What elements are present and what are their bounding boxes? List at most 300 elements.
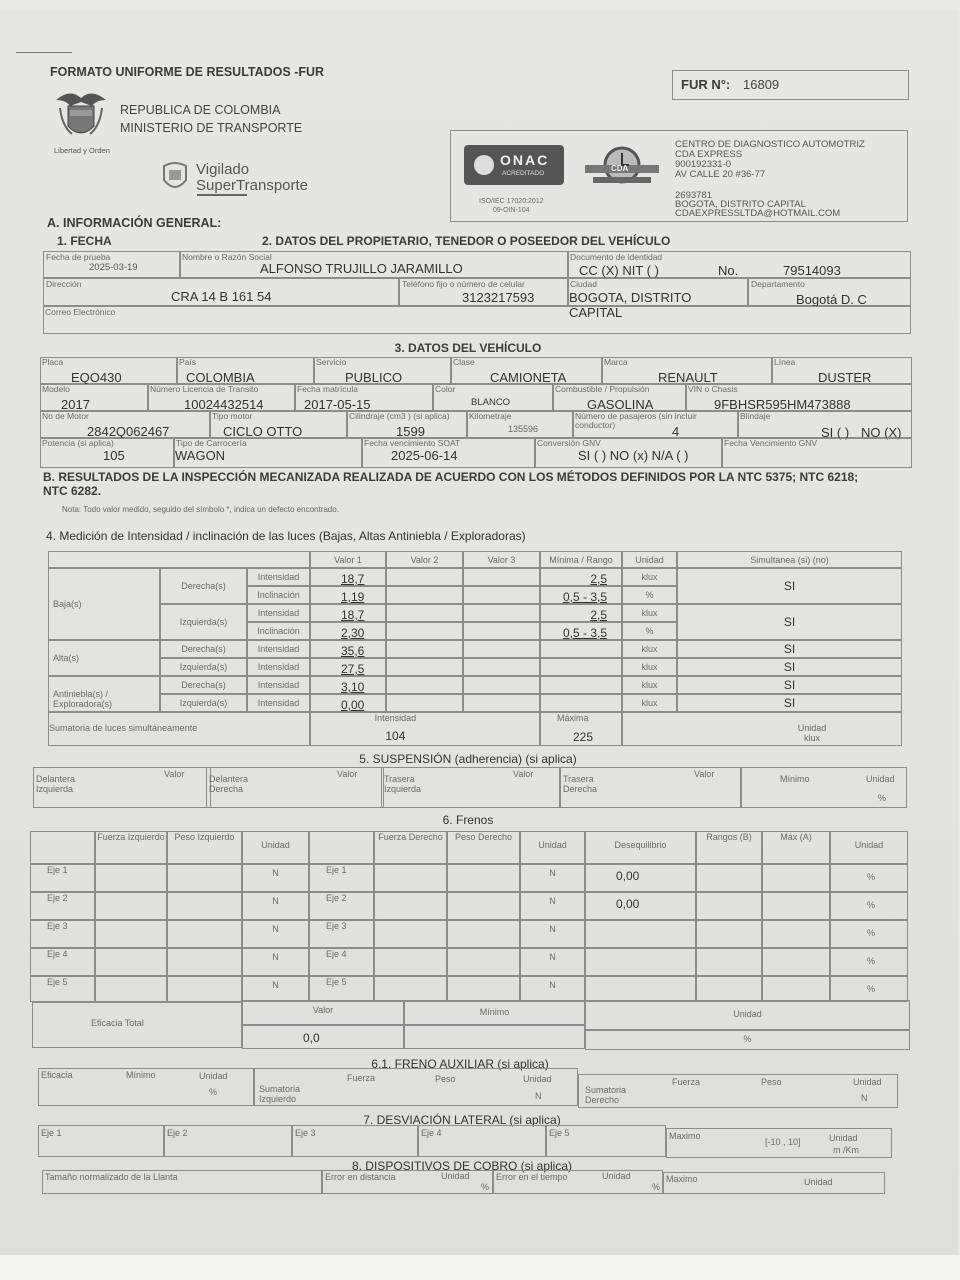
eficacia-min-cell (404, 1025, 585, 1049)
brakes-header-cell (30, 831, 95, 864)
vehicle-field-blindaje (738, 411, 912, 438)
cda-email: CDAEXPRESSLTDA@HOTMAIL.COM (675, 208, 841, 219)
lights-min-cell (540, 676, 622, 694)
vehicle-label-gnv: Conversión GNV (537, 438, 601, 448)
lights-group-cell (48, 676, 160, 712)
brakes-header-cell (447, 831, 520, 864)
lights-min-value: 2,5 (590, 608, 607, 622)
lights-min-cell (540, 604, 622, 622)
telefono-label: Teléfono fijo o número de celular (402, 279, 525, 289)
brakes-header-label: Unidad (854, 840, 884, 850)
brakes-unit: N (549, 868, 556, 878)
vehicle-label-licencia: Número Licencia de Transito (150, 384, 259, 394)
meter-llanta-label: Tamaño normalizado de la Llanta (45, 1172, 178, 1182)
lights-value1: 18,7 (341, 608, 365, 622)
onac-name: ONAC (500, 152, 550, 168)
lights-value1-cell (310, 604, 386, 622)
eficacia-valor-label: Valor (312, 1005, 334, 1015)
brakes-title: 6. Frenos (442, 813, 494, 827)
brakes-cell (30, 892, 95, 920)
onac-logo (464, 145, 564, 185)
eficacia-valor-label-cell (242, 1000, 404, 1025)
brakes-header-label: Peso Izquierdo (174, 832, 235, 842)
brakes-header-label: Fuerza Derecho (378, 832, 443, 842)
aux-eficacia-label: Eficacia (41, 1070, 73, 1080)
brakes-eje-label: Eje 4 (326, 949, 347, 959)
meter-err-time-label: Error en el tiempo (496, 1172, 568, 1182)
fecha-title: 1. FECHA (57, 234, 112, 248)
ciudad-value: BOGOTA, DISTRITO CAPITAL (569, 290, 692, 320)
lights-value2-cell (386, 676, 463, 694)
lights-header-cell (540, 551, 622, 568)
brakes-cell (30, 920, 95, 948)
vehicle-label-color: Color (435, 384, 456, 394)
cda-info-box (450, 130, 908, 222)
suspension-min-label: Mínimo (780, 774, 810, 784)
brakes-unit: N (272, 952, 279, 962)
lights-min-cell (540, 622, 622, 640)
meter-max-cell (663, 1172, 885, 1194)
lights-sum-unit-value: klux (803, 733, 820, 743)
meter-err-time-unit-label: Unidad (602, 1171, 631, 1181)
vehicle-label-potencia: Potencia (si aplica) (42, 438, 114, 448)
lights-value2-cell (386, 640, 463, 658)
suspension-label: Delantera Derecha (209, 774, 249, 794)
form-title: FORMATO UNIFORME DE RESULTADOS -FUR (50, 65, 325, 79)
lights-value3-cell (463, 676, 540, 694)
vehicle-value-clase: CAMIONETA (490, 370, 567, 385)
lights-unit-cell (622, 622, 677, 640)
suspension-label: Delantera Izquierda (36, 774, 76, 794)
vehicle-label-modelo: Modelo (42, 384, 70, 394)
republic-label: REPUBLICA DE COLOMBIA (120, 103, 281, 117)
vehicle-field-gnv (535, 438, 722, 468)
aux-n-izq: N (535, 1091, 542, 1101)
suspension-min-cell (741, 767, 907, 808)
vehicle-value-gnv: SI ( ) NO (x) N/A ( ) (578, 448, 689, 463)
lights-unit: klux (641, 572, 658, 582)
brakes-desequilibrio: 0,00 (616, 869, 640, 883)
eficacia-unit: % (743, 1034, 752, 1044)
vehicle-value-servicio: PUBLICO (345, 370, 403, 385)
lights-value3-cell (463, 694, 540, 712)
suspension-unit: % (878, 793, 887, 803)
blindaje-si: SI ( ) (821, 425, 850, 440)
brakes-cell (374, 864, 447, 892)
documento-label: Documento de identidad (570, 252, 663, 262)
lights-type-label: Intensidad (257, 680, 300, 690)
vehicle-label-servicio: Servicio (316, 357, 347, 367)
aux-der-cell (578, 1074, 898, 1108)
brakes-header-label: Peso Derecho (454, 832, 513, 842)
lights-simultanea-value: SI (783, 660, 796, 674)
deviation-eje-label: Eje 5 (549, 1128, 570, 1138)
deviation-eje-cell (38, 1125, 164, 1157)
brakes-cell (830, 920, 908, 948)
suspension-unit-label: Unidad (866, 774, 895, 784)
lights-unit: klux (641, 608, 658, 618)
documento-type: CC (X) NIT ( ) (579, 263, 659, 278)
lights-side-label: Izquierda(s) (179, 617, 228, 627)
vehicle-label-placa: Placa (42, 357, 64, 367)
vehicle-label-soat: Fecha vencimiento SOAT (364, 438, 461, 448)
brakes-cell (309, 920, 374, 948)
vehicle-field-cilindraje (347, 411, 467, 438)
colombia-coat-of-arms-icon (52, 86, 110, 144)
brakes-unit: N (272, 868, 279, 878)
brakes-cell (696, 976, 762, 1002)
vehicle-field-marca (602, 357, 772, 384)
lights-sum-unit-label: Unidad (797, 723, 827, 733)
aux-fuerza-der: Fuerza (672, 1077, 701, 1087)
suspension-cell (33, 767, 211, 808)
section-b-note: Nota: Todo valor medido, seguido del símbolo *, indica un defecto encontrado. (62, 505, 339, 514)
lights-side-cell (160, 694, 247, 712)
lights-unit: klux (641, 680, 658, 690)
cda-logo (579, 145, 665, 185)
lights-sum-int-cell (310, 712, 540, 746)
lights-min-cell (540, 694, 622, 712)
lights-unit-cell (622, 658, 677, 676)
lights-header-label: Valor 3 (487, 555, 516, 565)
vehicle-value-pasajeros: 4 (672, 424, 680, 439)
vehicle-field-pais (177, 357, 314, 384)
lights-unit-cell (622, 604, 677, 622)
fecha-prueba-label: Fecha de prueba (46, 252, 111, 262)
vehicle-value-modelo: 2017 (61, 397, 90, 412)
lights-side-label: Derecha(s) (181, 644, 226, 654)
aux-sum-der: Sumatoria Derecho (585, 1085, 627, 1105)
deviation-eje-label: Eje 1 (41, 1128, 62, 1138)
brakes-cell (374, 892, 447, 920)
aux-peso-der: Peso (761, 1077, 782, 1087)
brakes-header-cell (830, 831, 908, 864)
brakes-header-label: Desequilibrio (614, 840, 667, 850)
brakes-eje-label: Eje 2 (326, 893, 347, 903)
fur-number-box (672, 70, 909, 100)
meter-err-dist-pct: % (481, 1182, 490, 1192)
vehicle-title: 3. DATOS DEL VEHÍCULO (394, 341, 542, 355)
lights-header-label: Simultanea (si) (no) (750, 555, 829, 565)
lights-side-label: Derecha(s) (181, 680, 226, 690)
brakes-pct: % (867, 872, 876, 882)
section-a-title: A. INFORMACIÓN GENERAL: (47, 216, 222, 230)
lights-type-cell (247, 676, 310, 694)
lights-value1-cell (310, 676, 386, 694)
brakes-header-label: Rangos (B) (706, 832, 752, 842)
brakes-cell (95, 864, 167, 892)
fecha-prueba-cell (43, 251, 180, 278)
deviation-max-label: Maximo (669, 1131, 701, 1141)
brakes-cell (696, 892, 762, 920)
eficacia-min-label: Mínimo (479, 1007, 510, 1017)
brakes-cell (585, 976, 696, 1002)
lights-value1-cell (310, 658, 386, 676)
section-b-title: B. RESULTADOS DE LA INSPECCIÓN MECANIZADA REALIZADA DE ACUERDO CON LOS MÉTODOS DEFINIDOS POR LA NTC 5375; NTC 6218; NTC 6282. (43, 470, 859, 498)
lights-type-cell (247, 568, 310, 586)
vehicle-field-modelo (40, 384, 148, 411)
brakes-cell (585, 948, 696, 976)
fur-label: FUR N°: (681, 77, 731, 92)
brakes-pct: % (867, 900, 876, 910)
vehicle-label-cilindraje: Cilindraje (cm3 ) (si aplica) (349, 411, 450, 421)
lights-type-label: Intensidad (257, 662, 300, 672)
lights-value1: 3,10 (341, 680, 365, 694)
lights-unit-cell (622, 676, 677, 694)
lights-min-value: 2,5 (590, 572, 607, 586)
aux-sum-izq: Sumatoria Izquierdo (259, 1084, 301, 1104)
deviation-eje-cell (418, 1125, 546, 1157)
brakes-header-cell (167, 831, 242, 864)
lights-header-blank (48, 551, 310, 568)
nombre-value: ALFONSO TRUJILLO JARAMILLO (260, 261, 463, 276)
cda-city: BOGOTA, DISTRITO CAPITAL (675, 199, 806, 210)
vehicle-field-clase (451, 357, 602, 384)
brakes-cell (242, 920, 309, 948)
brakes-cell (30, 864, 95, 892)
cda-line-4: AV CALLE 20 #36-77 (675, 169, 766, 180)
brakes-cell (30, 948, 95, 976)
nombre-label: Nombre o Razón Social (182, 252, 272, 262)
lights-side-label: Derecha(s) (181, 581, 226, 591)
suspension-valor-label: Valor (513, 769, 534, 779)
lights-group-label: Baja(s) (53, 599, 82, 609)
vehicle-label-motor: No de Motor (42, 411, 89, 421)
deviation-title: 7. DESVIACIÓN LATERAL (si aplica) (363, 1113, 561, 1127)
lights-sum-max-value: 225 (573, 730, 594, 744)
lights-simultanea-value: SI (783, 615, 796, 629)
lights-simultanea-cell (677, 604, 902, 640)
lights-sum-label-cell (48, 712, 310, 746)
brakes-pct: % (867, 984, 876, 994)
direccion-value: CRA 14 B 161 54 (171, 289, 272, 304)
lights-type-label: Inclinación (257, 590, 300, 600)
aux-eficacia-cell (38, 1068, 254, 1106)
vehicle-label-pasajeros: Número de pasajeros (sin incluir conductor) (575, 411, 697, 430)
suspension-title: 5. SUSPENSIÓN (adherencia) (si aplica) (359, 752, 577, 766)
vehicle-field-potencia (40, 438, 174, 468)
vehicle-value-linea: DUSTER (818, 370, 872, 385)
top-line (16, 52, 72, 53)
brakes-header-cell (242, 831, 309, 864)
brakes-cell (696, 920, 762, 948)
lights-value2-cell (386, 658, 463, 676)
brakes-cell (447, 976, 520, 1002)
suspension-cell (206, 767, 384, 808)
brakes-unit: N (549, 924, 556, 934)
brakes-header-cell (95, 831, 167, 864)
lights-value1-cell (310, 694, 386, 712)
departamento-label: Departamento (751, 279, 805, 289)
brakes-cell (167, 864, 242, 892)
lights-value3-cell (463, 622, 540, 640)
vehicle-field-servicio (314, 357, 451, 384)
lights-sum-unit-cell (622, 712, 902, 746)
lights-value1: 35,6 (341, 644, 365, 658)
aux-minimo-label: Mínimo (126, 1070, 156, 1080)
aux-fuerza-izq: Fuerza (347, 1073, 376, 1083)
lights-side-label: Izquierda(s) (179, 698, 228, 708)
lights-header-label: Valor 2 (410, 555, 439, 565)
owner-title: 2. DATOS DEL PROPIETARIO, TENEDOR O POSEEDOR DEL VEHÍCULO (262, 234, 671, 248)
lights-simultanea-value: SI (783, 678, 796, 692)
ciudad-cell (568, 278, 748, 320)
lights-unit-cell (622, 568, 677, 586)
vehicle-value-potencia: 105 (103, 448, 125, 463)
brakes-header-label: Unidad (538, 840, 567, 850)
meter-err-time-cell (493, 1170, 663, 1194)
brakes-eje-label: Eje 5 (47, 977, 68, 987)
vehicle-value-carroceria: WAGON (175, 448, 226, 463)
lights-min-cell (540, 640, 622, 658)
documento-no-value: 79514093 (783, 263, 841, 278)
vehicle-label-pais: País (179, 357, 197, 367)
lights-header-cell (622, 551, 677, 568)
lights-type-cell (247, 640, 310, 658)
lights-unit: % (645, 626, 654, 636)
lights-unit-cell (622, 694, 677, 712)
brakes-header-cell (585, 831, 696, 864)
lights-title: 4. Medición de Intensidad / inclinación de las luces (Bajas, Altas Antiniebla / Exploradoras) (46, 529, 526, 543)
vehicle-value-pais: COLOMBIA (186, 370, 255, 385)
lights-header-cell (463, 551, 540, 568)
lights-value3-cell (463, 586, 540, 604)
vehicle-label-blindaje: Blindaje (740, 411, 771, 421)
lights-value1: 18,7 (341, 572, 365, 586)
iso-code: 09-OIN-104 (493, 207, 530, 214)
lights-side-cell (160, 604, 247, 640)
brakes-cell (696, 948, 762, 976)
supertransporte-shield-icon (160, 160, 190, 196)
vehicle-label-gnv-fecha: Fecha Vencimiento GNV (724, 438, 818, 448)
lights-min-cell (540, 658, 622, 676)
brakes-header-cell (309, 831, 374, 864)
brakes-unit: N (549, 896, 556, 906)
eficacia-label-cell (32, 1002, 242, 1048)
correo-label: Correo Electrónico (45, 307, 116, 317)
lights-unit: klux (641, 662, 658, 672)
meter-err-time-pct: % (652, 1182, 661, 1192)
vehicle-value-placa: EQO430 (71, 370, 122, 385)
lights-min-value: 0,5 - 3,5 (562, 626, 607, 640)
lights-value2-cell (386, 694, 463, 712)
brakes-desequilibrio: 0,00 (616, 897, 640, 911)
meter-err-dist-label: Error en distancia (325, 1172, 396, 1182)
lights-sum-max-label: Máxima (557, 713, 589, 723)
brakes-cell (520, 976, 585, 1002)
lights-type-label: Intensidad (257, 608, 300, 618)
brakes-cell (309, 864, 374, 892)
suspension-label: Trasera Izquierda (384, 774, 422, 794)
brakes-cell (585, 864, 696, 892)
lights-value3-cell (463, 640, 540, 658)
lights-unit: % (645, 590, 654, 600)
vehicle-field-matricula (295, 384, 433, 411)
vehicle-field-km (467, 411, 573, 438)
aux-peso-izq: Peso (435, 1074, 456, 1084)
suspension-cell (381, 767, 560, 808)
lights-value1: 27,5 (341, 662, 365, 676)
lights-unit: klux (641, 644, 658, 654)
direccion-cell (43, 278, 399, 306)
lights-simultanea-cell (677, 694, 902, 712)
lights-type-label: Intensidad (257, 572, 300, 582)
suspension-valor-label: Valor (337, 769, 358, 779)
brakes-eje-label: Eje 1 (47, 865, 68, 875)
brakes-cell (95, 920, 167, 948)
deviation-eje-label: Eje 4 (421, 1128, 442, 1138)
vehicle-label-carroceria: Tipo de Carrocería (176, 438, 247, 448)
brakes-cell (309, 892, 374, 920)
brakes-cell (830, 892, 908, 920)
brakes-cell (309, 976, 374, 1002)
brakes-cell (762, 948, 830, 976)
supertransporte-underline (197, 194, 247, 196)
vehicle-value-marca: RENAULT (658, 370, 718, 385)
blindaje-no: NO (X) (861, 425, 902, 440)
brakes-cell (520, 948, 585, 976)
brakes-cell (520, 892, 585, 920)
meter-max-label: Maximo (666, 1174, 698, 1184)
lights-header-cell (310, 551, 386, 568)
brakes-unit: N (272, 980, 279, 990)
brakes-cell (242, 864, 309, 892)
deviation-eje-cell (546, 1125, 666, 1157)
brakes-cell (242, 948, 309, 976)
cda-line-1: CENTRO DE DIAGNOSTICO AUTOMOTRIZ (675, 139, 865, 150)
brakes-cell (585, 920, 696, 948)
lights-simultanea-value: SI (783, 696, 796, 710)
nombre-cell (180, 251, 568, 278)
brakes-header-cell (696, 831, 762, 864)
aux-unidad-label: Unidad (199, 1071, 228, 1081)
vehicle-label-vin: VIN o Chasis (688, 384, 738, 394)
vehicle-label-tipo-motor: Tipo motor (212, 411, 253, 421)
correo-cell (43, 306, 911, 334)
meter-title: 8. DISPOSITIVOS DE COBRO (si aplica) (351, 1159, 573, 1173)
brakes-eje-label: Eje 4 (47, 949, 68, 959)
brakes-cell (242, 976, 309, 1002)
lights-value1: 1,19 (341, 590, 365, 604)
meter-unit-label: Unidad (804, 1177, 833, 1187)
suspension-cell (560, 767, 741, 808)
eficacia-unit-label-cell (585, 1000, 910, 1030)
telefono-value: 3123217593 (462, 290, 535, 305)
lights-simultanea-cell (677, 568, 902, 604)
lights-header-cell (386, 551, 463, 568)
brakes-cell (30, 976, 95, 1002)
suspension-valor-label: Valor (694, 769, 715, 779)
brakes-header-cell (762, 831, 830, 864)
lights-value2-cell (386, 604, 463, 622)
lights-type-cell (247, 658, 310, 676)
ministry-label: MINISTERIO DE TRANSPORTE (120, 121, 303, 135)
vehicle-field-color (433, 384, 553, 411)
telefono-cell (399, 278, 568, 306)
brakes-pct: % (867, 928, 876, 938)
eficacia-unit-label: Unidad (733, 1009, 762, 1019)
lights-unit-cell (622, 640, 677, 658)
deviation-unit-label: Unidad (829, 1133, 858, 1143)
deviation-eje-label: Eje 2 (167, 1128, 188, 1138)
brakes-cell (762, 920, 830, 948)
brakes-cell (309, 948, 374, 976)
lights-value2-cell (386, 568, 463, 586)
brakes-eje-label: Eje 3 (326, 921, 347, 931)
vehicle-value-km: 135596 (508, 424, 539, 434)
eficacia-label: Eficacia Total (91, 1018, 144, 1028)
brakes-cell (95, 948, 167, 976)
